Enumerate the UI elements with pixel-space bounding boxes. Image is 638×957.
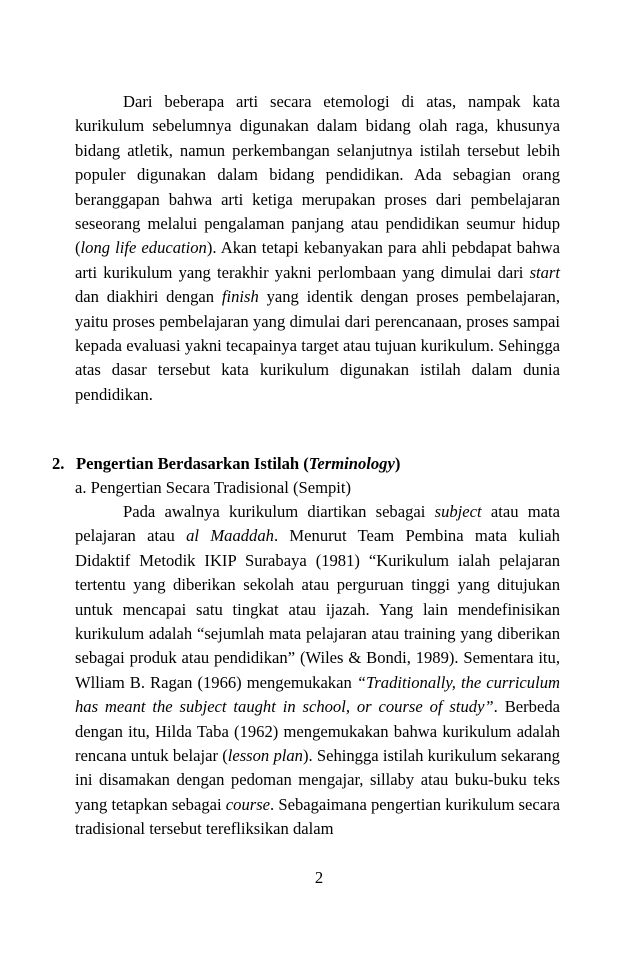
heading-text: Pengertian Berdasarkan Istilah ( bbox=[76, 454, 309, 473]
italic-text-run: subject bbox=[434, 502, 482, 521]
section-heading bbox=[52, 452, 400, 476]
text-run: Dari beberapa arti secara etemologi di atas, nampak kata kurikulum sebelumnya digunakan dalam bidang olah raga, khusunya bidang atletik, namun perkembangan selanjutnya istilah tersebut lebih populer digunakan dalam bidang pendidikan. Ada sebagian orang beranggapan bahwa arti ketiga merupakan proses dari pembelajaran seseorang melalui pengalaman panjang atau pendidikan seumur hidup ( bbox=[75, 92, 560, 258]
subsection-heading: a. Pengertian Secara Tradisional (Sempit) bbox=[75, 478, 352, 497]
text-run: . Menurut Team Pembina mata kuliah Didaktif Metodik IKIP Surabaya (1981) “Kurikulum ialah pelajaran tertentu yang diberikan sekolah atau perguruan tinggi yang ditujukan untuk mencapai satu tingkat atau ijazah. Yang lain mendefinisikan kurikulum adalah “sejumlah mata pelajaran atau training yang diberikan sebagai produk atau pendidikan” (Wiles & Bondi, 1989). Sementara itu, Wlliam B. Ragan (1966) mengemukakan bbox=[75, 526, 560, 692]
page-number: 2 bbox=[314, 868, 324, 887]
heading-text-end: ) bbox=[394, 454, 401, 473]
text-run: atau mata pelajaran atau bbox=[75, 502, 561, 546]
italic-text-run: finish bbox=[221, 287, 259, 307]
italic-text-run: start bbox=[529, 262, 560, 282]
heading-italic-text: Terminology bbox=[308, 454, 395, 473]
text-run: Pada awalnya kurikulum diartikan sebagai bbox=[123, 502, 435, 521]
text-run: ). Akan tetapi kebanyakan para ahli pebdapat bahwa arti kurikulum yang terakhir yakni perlombaan yang dimulai dari bbox=[75, 238, 560, 282]
paragraph-etymology bbox=[75, 90, 560, 407]
section-number: 2. bbox=[52, 454, 65, 473]
italic-text-run: long life education bbox=[80, 238, 207, 258]
paragraph-traditional-definition bbox=[75, 500, 560, 842]
text-run: yang identik dengan proses pembelajaran, yaitu proses pembelajaran yang dimulai dari perencanaan, proses sampai kepada evaluasi yakni tecapainya target atau tujuan kurikulum. Sehingga atas dasar tersebut kata kurikulum digunakan istilah dalam dunia pendidikan. bbox=[75, 287, 560, 404]
text-run: dan diakhiri dengan bbox=[75, 287, 222, 307]
italic-text-run: “Traditionally, the curriculum has meant the subject taught in school, or course of study” bbox=[75, 672, 560, 717]
text-run: ). Sehingga istilah kurikulum sekarang ini disamakan dengan pedoman mengajar, sillaby atau buku-buku teks yang tetapkan sebagai bbox=[75, 746, 560, 814]
italic-text-run: course bbox=[225, 794, 271, 814]
text-run: . Berbeda dengan itu, Hilda Taba (1962) mengemukakan bahwa kurikulum adalah rencana untuk belajar ( bbox=[75, 697, 560, 766]
text-run: . Sebagaimana pengertian kurikulum secara tradisional tersebut terefliksikan dalam bbox=[75, 794, 560, 839]
italic-text-run: al Maaddah bbox=[186, 526, 274, 546]
italic-text-run: lesson plan bbox=[227, 746, 303, 766]
